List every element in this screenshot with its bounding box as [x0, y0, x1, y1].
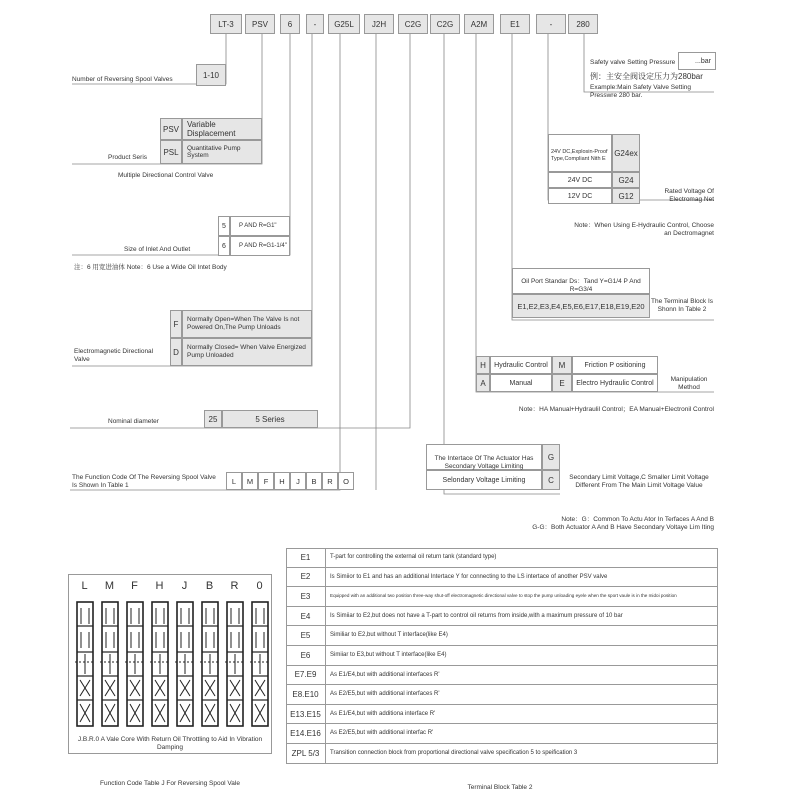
code-segment: E1 [500, 14, 530, 34]
terminal-table-code: E3 [286, 587, 326, 607]
voltage-note: Note：When Using E-Hydraulic Control, Choose an Dectromagnet [574, 222, 714, 237]
terminal-table-desc: As E1/E4,but with additiona interface R' [326, 705, 718, 725]
safety-box: ...bar [678, 52, 716, 70]
code-segment: C2G [398, 14, 428, 34]
manip-code-m: M [552, 356, 572, 374]
code-segment: C2G [430, 14, 460, 34]
spool-count-value: 1-10 [196, 64, 226, 86]
code-segment: PSV [245, 14, 275, 34]
terminal-table-desc: Is Simiior to E1 and has an additional Intertace Y for connecting to the LS intertace of another PSV valve [326, 568, 718, 588]
function-code-cell: F [258, 472, 274, 490]
manip-desc-e: Electro Hydraulic Control [572, 374, 658, 392]
code-segment: 6 [280, 14, 300, 34]
terminal-table-code: ZPL 5/3 [286, 744, 326, 764]
product-desc-psl: Quantitative Pump System [182, 140, 262, 164]
function-code-cell: O [338, 472, 354, 490]
spool-symbol [225, 602, 245, 726]
secondary-code-c: C [542, 470, 560, 490]
voltage-desc-24: 24V DC [548, 172, 612, 188]
terminal-label: The Terminal Block Is Shonn In Table 2 [650, 298, 713, 313]
function-code-cell: M [242, 472, 258, 490]
spool-symbol [75, 602, 95, 726]
electro-code-f: F [170, 310, 182, 338]
function-code-header: H [155, 580, 164, 592]
secondary-desc-c: Selondary Voltage Limiting [426, 470, 542, 490]
safety-cn: 例：主安全阀设定压力为280bar [590, 72, 703, 81]
product-desc-psv: Variable Displacement [182, 118, 262, 140]
inlet-note: 注：6 用宽进油体 Note：6 Use a Wide Oil Intet Body [74, 264, 227, 271]
spool-count-label: Number of Reversing Spool Valves [72, 76, 173, 83]
electro-desc-f: Normally Open=When The Valve Is not Powered On,The Pump Unloads [182, 310, 312, 338]
spool-symbol [250, 602, 270, 726]
voltage-desc-ex: 24V DC,Explosin-Proof Type,Compliant Nith E [548, 134, 612, 172]
terminal-desc: Oil Port Standar Ds：Tand Y=G1/4 P And R=G3/4 [512, 268, 650, 294]
function-code-cell: H [274, 472, 290, 490]
terminal-table-code: E7.E9 [286, 666, 326, 686]
terminal-table-caption: Terminal Block Table 2 [467, 784, 533, 791]
function-code-header: 0 [256, 580, 263, 592]
code-segment: LT-3 [210, 14, 242, 34]
product-code-psv: PSV [160, 118, 182, 140]
terminal-table-desc: T-part for controlling the external oil return tank (standard type) [326, 548, 718, 568]
function-code-header: L [81, 580, 88, 592]
spool-symbol [125, 602, 145, 726]
secondary-note2: G-G：Both Actuator A And B Have Secondary Voltaye Lim Iting [532, 524, 714, 531]
function-code-label: The Function Code Of The Reversing Spool Valve Is Shown In Table 1 [72, 474, 216, 489]
terminal-table-code: E4 [286, 607, 326, 627]
secondary-label: Secondary Limit Voltage,C Smaller Limit Voltage Different From The Main Limit Voltage Value [569, 474, 709, 489]
product-label: Product Seris [108, 154, 148, 161]
manip-desc-h: Hydraulic Control [490, 356, 552, 374]
code-segment: A2M [464, 14, 494, 34]
function-code-header: F [131, 580, 138, 592]
electro-label: Electromagnetic Directional Valve [74, 348, 154, 363]
nominal-label: Nominal diameter [108, 418, 159, 425]
manip-code-e: E [552, 374, 572, 392]
secondary-note1: Note：G：Common To Actu Ator In Terfaces A And B [561, 516, 714, 523]
inlet-code-5: 5 [218, 216, 230, 236]
terminal-table-code: E13.E15 [286, 705, 326, 725]
function-code-footnote: J.B.R.0 A Vale Core With Return Oil Throttling to Aid In Vibration Damping [77, 736, 263, 751]
manip-code-a: A [476, 374, 490, 392]
manip-desc-a: Manual [490, 374, 552, 392]
manip-desc-m: Friction P ositioning [572, 356, 658, 374]
spool-symbol [200, 602, 220, 726]
spool-symbol [100, 602, 120, 726]
function-code-cell: B [306, 472, 322, 490]
terminal-table-code: E1 [286, 548, 326, 568]
terminal-table-desc: As E1/E4,but with additional interfaces R' [326, 666, 718, 686]
electro-desc-d: Normally Closed= When Valve Energized Pump Unloaded [182, 338, 312, 366]
function-code-header: J [181, 580, 188, 592]
terminal-table-desc: Similiar to E2,but without T interface(like E4) [326, 626, 718, 646]
inlet-code-6: 6 [218, 236, 230, 256]
code-segment: G25L [328, 14, 360, 34]
function-code-header: R [230, 580, 239, 592]
electro-code-d: D [170, 338, 182, 366]
safety-example: Example:Main Safety Valve Setting Presswre 280 bar. [590, 84, 692, 99]
terminal-table-code: E14.E16 [286, 724, 326, 744]
inlet-desc-6: P AND R=G1-1/4" [230, 236, 290, 256]
terminal-table-desc: As E2/E5,but with additional interfaces R' [326, 685, 718, 705]
product-code-psl: PSL [160, 140, 182, 164]
secondary-code-g: G [542, 444, 560, 470]
function-code-caption: Function Code Table J For Reversing Spool Vale [100, 780, 240, 787]
manip-note: Note：HA Manual+Hydraulil Control；EA Manual+Electronil Control [518, 406, 714, 413]
terminal-table-code: E5 [286, 626, 326, 646]
code-segment: - [306, 14, 324, 34]
terminal-table-desc: Transition connection block from proportional directional valve specification 5 to speification 3 [326, 744, 718, 764]
code-segment: - [536, 14, 566, 34]
manip-label: Manipulation Method [670, 376, 708, 391]
voltage-code-ex: G24ex [612, 134, 640, 172]
function-code-header: B [205, 580, 214, 592]
function-code-cell: J [290, 472, 306, 490]
terminal-table-desc: As E2/E5,but with additional interfac R' [326, 724, 718, 744]
secondary-desc-g: The Intertace Of The Actuator Has Secondary Voltage Limiting [426, 444, 542, 470]
terminal-codes: E1,E2,E3,E4,E5,E6,E17,E18,E19,E20 [512, 294, 650, 318]
code-segment: 280 [568, 14, 598, 34]
terminal-table-code: E8.E10 [286, 685, 326, 705]
spool-symbols [68, 596, 272, 736]
function-code-header: M [104, 580, 115, 592]
voltage-code-24: G24 [612, 172, 640, 188]
nominal-desc: 5 Series [222, 410, 318, 428]
product-caption: Multiple Directional Control Valve [118, 172, 214, 179]
terminal-table-desc: Is Simiiar to E2,but does not have a T-part to control oil returns from inside,with a maximum pressure of 10 bar [326, 607, 718, 627]
code-segment: J2H [364, 14, 394, 34]
function-code-cell: R [322, 472, 338, 490]
terminal-table-code: E2 [286, 568, 326, 588]
terminal-table-desc: Simiiar to E3,but without T interface(like E4) [326, 646, 718, 666]
function-code-cell: L [226, 472, 242, 490]
inlet-desc-5: P AND R=G1" [230, 216, 290, 236]
voltage-label: Rated Voltage Of Electromag Net [664, 188, 714, 203]
spool-symbol [175, 602, 195, 726]
terminal-table-code: E6 [286, 646, 326, 666]
terminal-table-desc: Equipped with an additional two position three-way shut-off electromagnetic directional valve to stop the pump unloading eyele when the sport vaule is in the midoi position [326, 587, 718, 607]
nominal-code: 25 [204, 410, 222, 428]
inlet-label: Size of Inlet And Outlet [124, 246, 191, 253]
voltage-code-12: G12 [612, 188, 640, 204]
spool-symbol [150, 602, 170, 726]
manip-code-h: H [476, 356, 490, 374]
voltage-desc-12: 12V DC [548, 188, 612, 204]
safety-label: Safety valve Setting Pressure [590, 59, 676, 66]
